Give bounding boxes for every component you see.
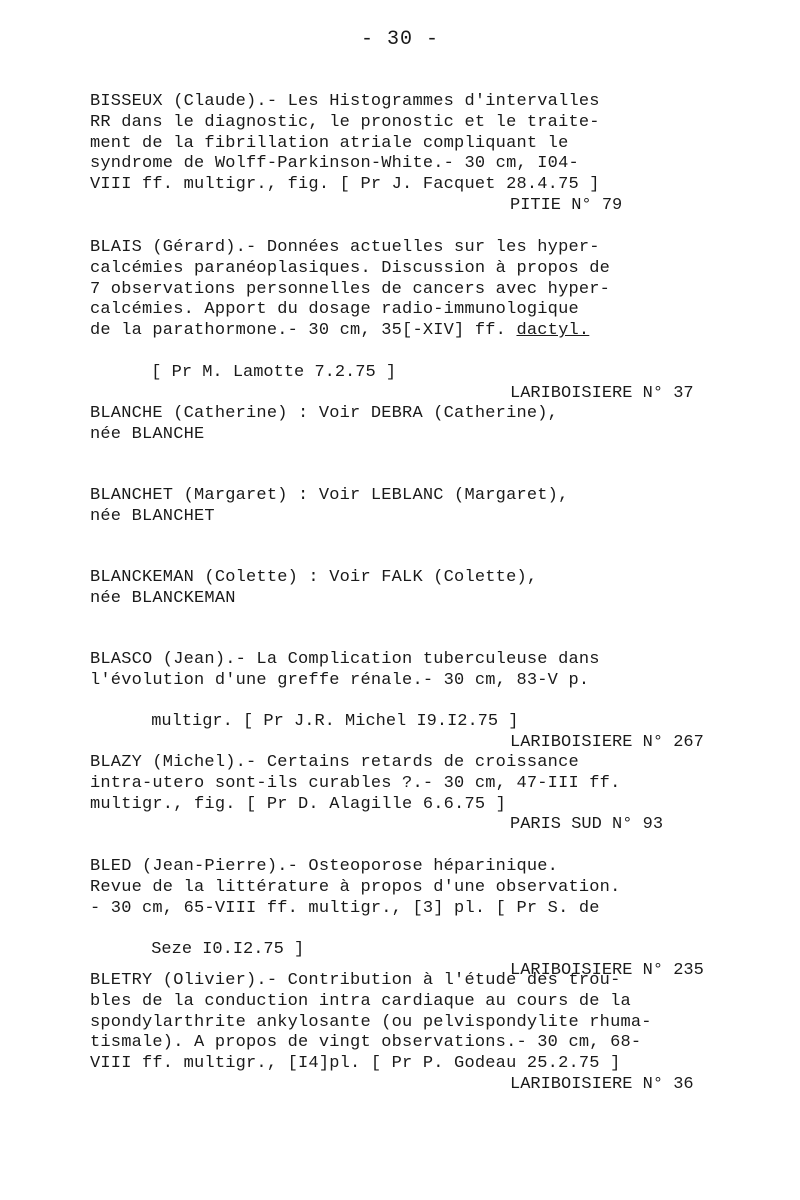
bibliography-entry bbox=[90, 92, 710, 217]
entry-last-row bbox=[90, 919, 710, 980]
entry-line: VIII ff. multigr., fig. [ Pr J. Facquet 28.4.75 ] bbox=[90, 175, 600, 195]
entry-line: spondylarthrite ankylosante (ou pelvispondylite rhuma- bbox=[90, 1012, 652, 1032]
entry-line: VIII ff. multigr., [I4]pl. [ Pr P. Godeau 25.2.75 ] bbox=[90, 1054, 621, 1074]
entry-line: née BLANCHET bbox=[90, 506, 215, 526]
entry-line: multigr., fig. [ Pr D. Alagille 6.6.75 ] bbox=[90, 794, 507, 814]
cross-reference-entry bbox=[90, 568, 710, 610]
entry-last-row bbox=[90, 342, 710, 403]
library-location: PITIE N° 79 bbox=[510, 195, 623, 215]
bibliography-entry bbox=[90, 650, 710, 753]
entry-line bbox=[90, 321, 710, 342]
bibliography-entry bbox=[90, 753, 710, 836]
entry-line: RR dans le diagnostic, le pronostic et le traite- bbox=[90, 112, 600, 132]
entry-line: calcémies paranéoplasiques. Discussion à propos de bbox=[90, 258, 611, 278]
entry-line: - 30 cm, 65-VIII ff. multigr., [3] pl. [ Pr S. de bbox=[90, 898, 600, 918]
entry-line: BLASCO (Jean).- La Complication tuberculeuse dans bbox=[90, 650, 600, 669]
entry-line: intra-utero sont-ils curables ?.- 30 cm, 47-III ff. bbox=[90, 773, 621, 793]
director-info: Seze I0.I2.75 ] bbox=[151, 940, 305, 960]
entry-line: l'évolution d'une greffe rénale.- 30 cm, 83-V p. bbox=[90, 670, 590, 690]
bibliography-entry bbox=[90, 238, 710, 403]
library-location: LARIBOISIERE N° 36 bbox=[510, 1074, 694, 1094]
entry-line: Revue de la littérature à propos d'une observation. bbox=[90, 877, 621, 897]
entry-line: BLETRY (Olivier).- Contribution à l'étude des trou- bbox=[90, 971, 621, 990]
entry-line: syndrome de Wolff-Parkinson-White.- 30 cm, I04- bbox=[90, 154, 579, 174]
entry-line: BLAZY (Michel).- Certains retards de croissance bbox=[90, 753, 579, 772]
entry-line-text: de la parathormone.- 30 cm, 35[-XIV] ff. bbox=[90, 321, 517, 341]
director-info: [ Pr M. Lamotte 7.2.75 ] bbox=[151, 362, 397, 382]
entry-line: tismale). A propos de vingt observations.- 30 cm, 68- bbox=[90, 1033, 642, 1053]
library-location: LARIBOISIERE N° 267 bbox=[510, 733, 704, 753]
library-location: LARIBOISIERE N° 235 bbox=[510, 960, 704, 980]
entry-last-row bbox=[90, 692, 710, 753]
entry-line: 7 observations personnelles de cancers avec hyper- bbox=[90, 279, 611, 299]
entry-line: née BLANCKEMAN bbox=[90, 588, 236, 608]
bibliography-entry bbox=[90, 857, 710, 980]
underlined-text: dactyl. bbox=[516, 321, 590, 341]
entry-line: née BLANCHE bbox=[90, 424, 205, 444]
entry-line: BLAIS (Gérard).- Données actuelles sur les hyper- bbox=[90, 238, 600, 257]
library-location: PARIS SUD N° 93 bbox=[510, 815, 664, 835]
entry-line: BISSEUX (Claude).- Les Histogrammes d'intervalles bbox=[90, 92, 600, 111]
entry-line: calcémies. Apport du dosage radio-immunologique bbox=[90, 300, 579, 320]
cross-reference-entry bbox=[90, 404, 710, 446]
cross-reference-entry bbox=[90, 486, 710, 528]
entry-line: BLANCHET (Margaret) : Voir LEBLANC (Margaret), bbox=[90, 486, 569, 505]
entry-line: bles de la conduction intra cardiaque au cours de la bbox=[90, 991, 631, 1011]
entry-line: BLED (Jean-Pierre).- Osteoporose héparinique. bbox=[90, 857, 559, 876]
page-number: - 30 - bbox=[360, 28, 439, 51]
entry-line: BLANCHE (Catherine) : Voir DEBRA (Catherine), bbox=[90, 404, 559, 423]
entry-line: BLANCKEMAN (Colette) : Voir FALK (Colette), bbox=[90, 568, 538, 587]
bibliography-entry bbox=[90, 971, 710, 1096]
director-info: multigr. [ Pr J.R. Michel I9.I2.75 ] bbox=[151, 712, 519, 732]
library-location: LARIBOISIERE N° 37 bbox=[510, 383, 694, 403]
entry-line: ment de la fibrillation atriale compliquant le bbox=[90, 133, 569, 153]
